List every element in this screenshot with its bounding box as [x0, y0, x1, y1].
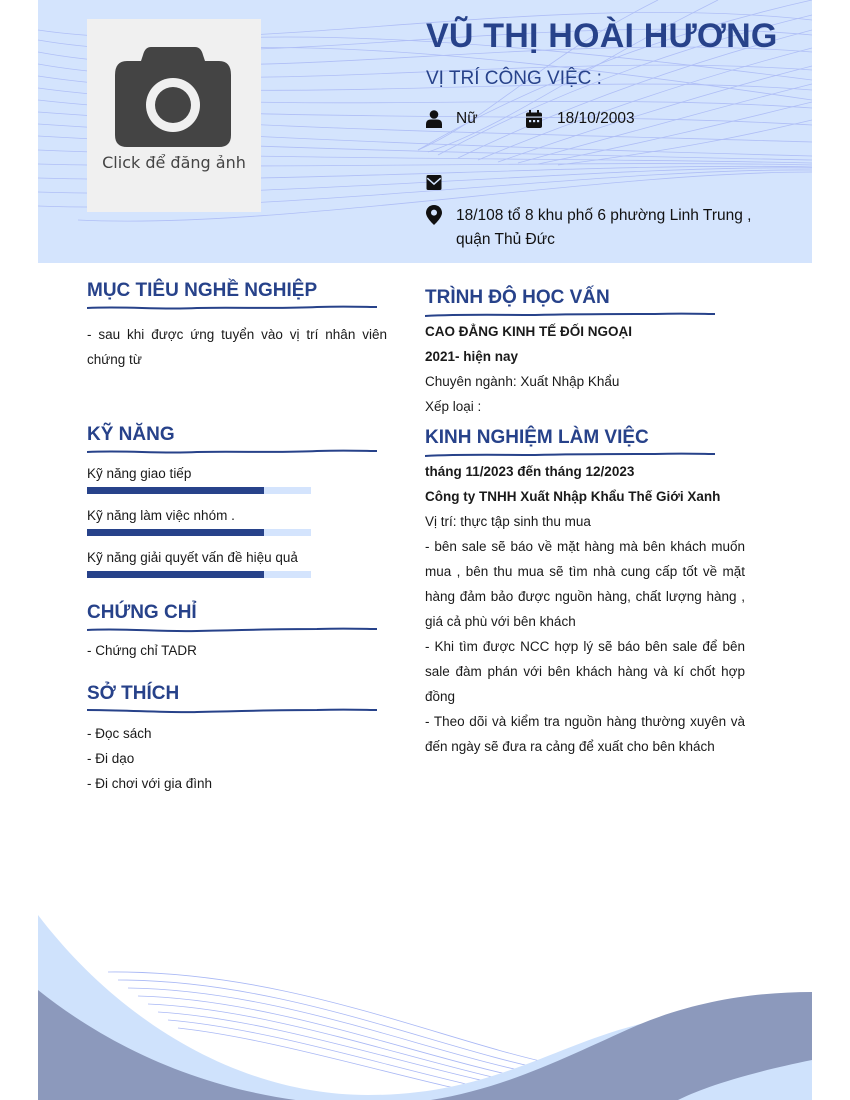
education-section	[425, 287, 745, 419]
hobbies-section	[87, 683, 387, 796]
brush-underline	[425, 451, 715, 459]
section-title: CHỨNG CHỈ	[87, 602, 197, 623]
education-major: Chuyên ngành: Xuất Nhập Khẩu	[425, 374, 620, 389]
calendar-icon	[526, 110, 542, 128]
brush-underline	[425, 311, 715, 319]
gender-row	[426, 110, 478, 128]
header	[38, 0, 812, 263]
right-column	[425, 287, 745, 759]
map-pin-icon	[426, 205, 442, 225]
person-icon	[426, 110, 442, 128]
left-column	[87, 280, 387, 796]
phone-icon	[426, 145, 442, 163]
education-period: 2021- hiện nay	[425, 349, 519, 364]
skill-label: Kỹ năng làm việc nhóm .	[87, 508, 235, 523]
birthdate-row	[526, 110, 635, 128]
brush-underline	[87, 626, 377, 634]
experience-section	[425, 427, 745, 759]
footer-wave-decoration	[38, 900, 812, 1100]
address-row	[426, 204, 766, 252]
experience-duty: - Theo dõi và kiểm tra nguồn hàng thường xuyên và đến ngày sẽ đưa ra cảng để xuất cho bên khách	[425, 714, 745, 754]
career-goal-section	[87, 280, 387, 372]
skill-bar-fill	[87, 529, 264, 536]
skill-label: Kỹ năng giao tiếp	[87, 466, 192, 481]
section-title: MỤC TIÊU NGHỀ NGHIỆP	[87, 280, 318, 301]
birthdate-value: 18/10/2003	[557, 110, 635, 127]
envelope-icon	[426, 175, 442, 190]
camera-icon	[115, 47, 231, 149]
experience-duty: - Khi tìm được NCC hợp lý sẽ báo bên sale để bên sale đàm phán với bên khách hàng và kí chốt hợp đồng	[425, 639, 745, 704]
hobby-item: - Đọc sách	[87, 726, 152, 741]
career-goal-text: - sau khi được ứng tuyển vào vị trí nhân viên chứng từ	[87, 327, 387, 367]
education-grade: Xếp loại :	[425, 399, 482, 414]
school-name: CAO ĐẲNG KINH TẾ ĐỐI NGOẠI	[425, 324, 633, 339]
skill-bar-fill	[87, 487, 264, 494]
company-name: Công ty TNHH Xuất Nhập Khẩu Thế Giới Xanh	[425, 489, 721, 504]
photo-upload-label: Click để đăng ảnh	[102, 153, 246, 172]
experience-period: tháng 11/2023 đến tháng 12/2023	[425, 464, 635, 479]
cv-page	[38, 0, 812, 1100]
experience-position: Vị trí: thực tập sinh thu mua	[425, 514, 591, 529]
brush-underline	[87, 707, 377, 715]
skill-bar	[87, 487, 311, 494]
gender-value: Nữ	[456, 110, 478, 127]
address-value: 18/108 tổ 8 khu phố 6 phường Linh Trung , quận Thủ Đức	[456, 207, 752, 248]
skill-label: Kỹ năng giải quyết vấn đề hiệu quả	[87, 550, 298, 565]
skills-section	[87, 424, 387, 578]
brush-underline	[87, 448, 377, 456]
skill-bar-fill	[87, 571, 264, 578]
email-row	[426, 175, 456, 190]
phone-row	[426, 145, 456, 163]
skill-bar	[87, 571, 311, 578]
certificates-section	[87, 602, 387, 663]
section-title: TRÌNH ĐỘ HỌC VẤN	[425, 287, 610, 308]
photo-upload[interactable]	[87, 19, 261, 212]
hobby-item: - Đi dạo	[87, 751, 135, 766]
hobby-item: - Đi chơi với gia đình	[87, 776, 213, 791]
experience-duty: - bên sale sẽ báo về mặt hàng mà bên khách muốn mua , bên thu mua sẽ tìm nhà cung cấp tốt về mặt hàng đảm bảo được nguồn hàng, chất lượng hàng , giá cả phù với bên khách	[425, 539, 745, 629]
section-title: SỞ THÍCH	[87, 683, 180, 704]
candidate-name: VŨ THỊ HOÀI HƯƠNG	[426, 17, 778, 55]
section-title: KỸ NĂNG	[87, 424, 175, 445]
certificate-item: - Chứng chỉ TADR	[87, 643, 197, 658]
section-title: KINH NGHIỆM LÀM VIỆC	[425, 427, 649, 448]
job-title: VỊ TRÍ CÔNG VIỆC :	[426, 68, 602, 89]
skill-bar	[87, 529, 311, 536]
brush-underline	[87, 304, 377, 312]
